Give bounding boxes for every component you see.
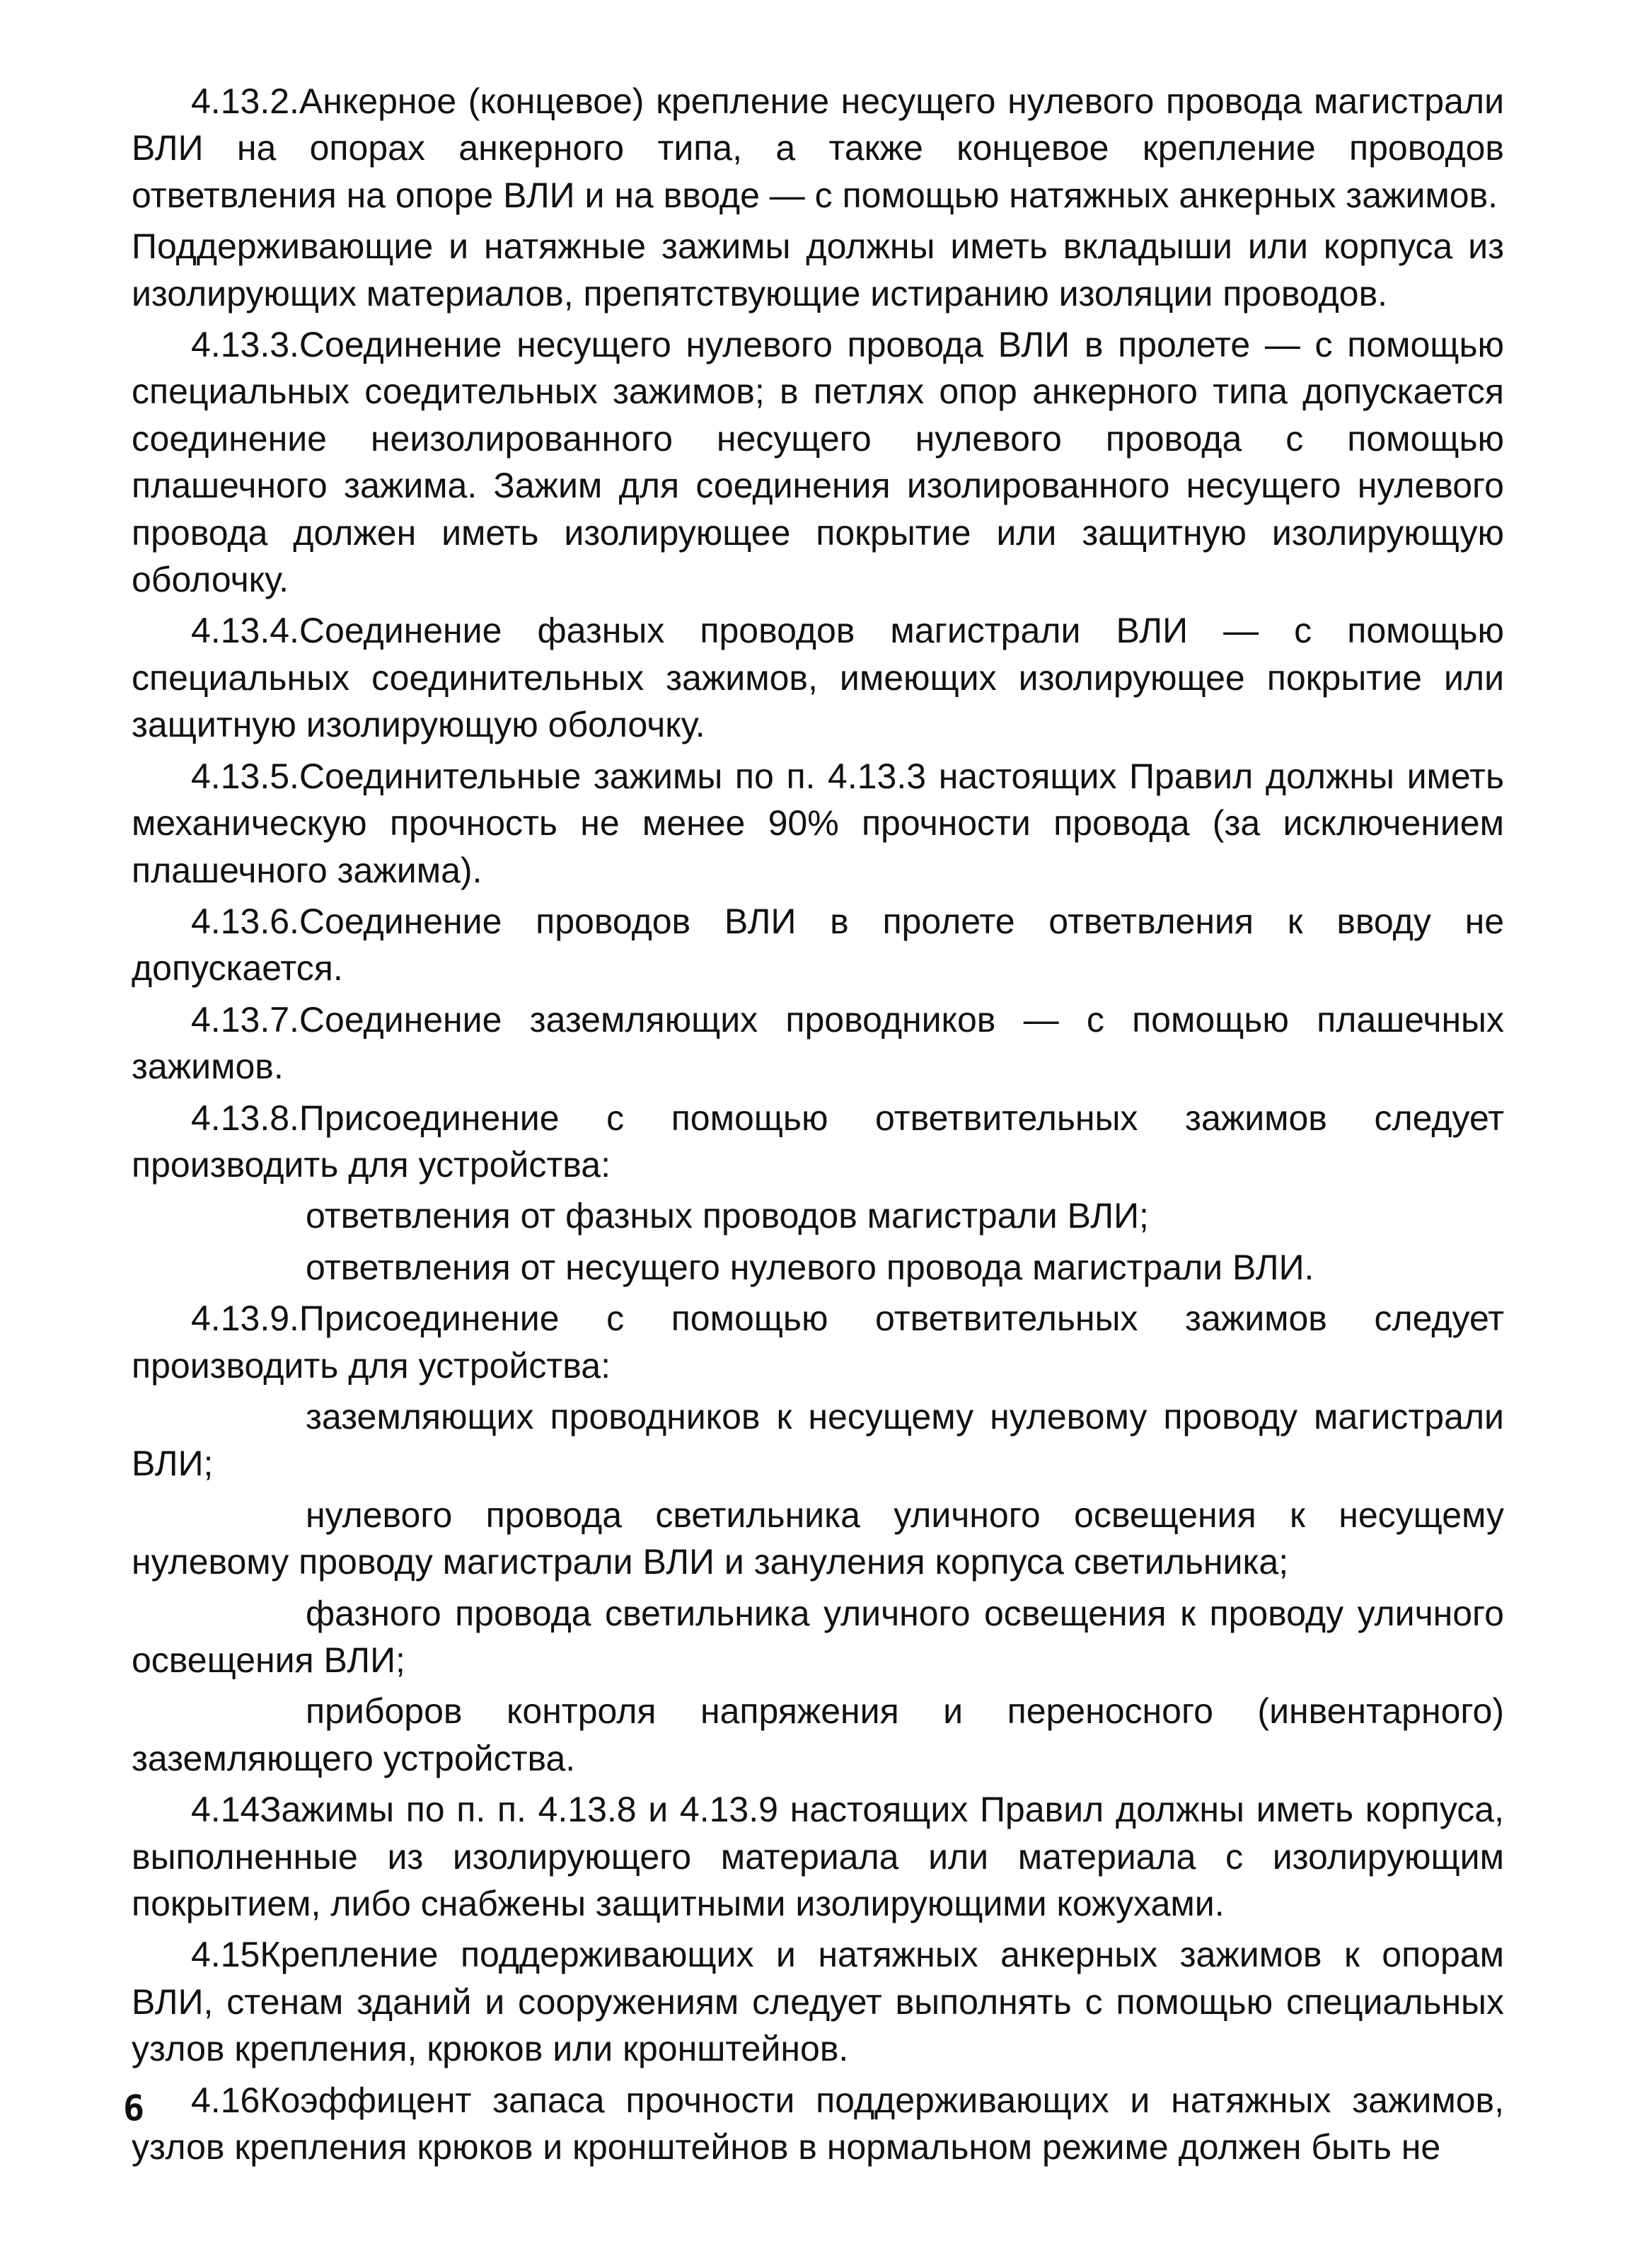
clause-4-13-9-item-2: нулевого провода светильника уличного освещения к несущему нулевому проводу магистрали ВЛИ и зануления корпуса светильника; bbox=[132, 1495, 1504, 1582]
clause-4-13-9-item-1: заземляющих проводников к несущему нулевому проводу магистрали ВЛИ; bbox=[132, 1396, 1504, 1484]
clause-4-14: 4.14Зажимы по п. п. 4.13.8 и 4.13.9 настоящих Правил должны иметь корпуса, выполненные из изолирующего материала или материала с изолирующим покрытием, либо снабжены защитными изолирующими кожухами. bbox=[132, 1790, 1504, 1924]
paragraph-clamps-inserts: Поддерживающие и натяжные зажимы должны иметь вкладыши или корпуса из изолирующих материалов, препятствующие истиранию изоляции проводов. bbox=[132, 226, 1504, 313]
document-body bbox=[132, 78, 1504, 2175]
clause-4-13-8-item-1: ответвления от фазных проводов магистрали ВЛИ; bbox=[306, 1196, 1149, 1236]
clause-4-16: 4.16Коэффицент запаса прочности поддерживающих и натяжных зажимов, узлов крепления крюков и кронштейнов в нормальном режиме должен быть не bbox=[132, 2080, 1504, 2168]
clause-4-15: 4.15Крепление поддерживающих и натяжных анкерных зажимов к опорам ВЛИ, стенам зданий и сооружениям следует выполнять с помощью специальных узлов крепления, крюков или кронштейнов. bbox=[132, 1935, 1504, 2069]
clause-4-13-9-item-4: приборов контроля напряжения и переносного (инвентарного) заземляющего устройства. bbox=[132, 1691, 1504, 1778]
clause-4-13-7: 4.13.7.Соединение заземляющих проводников — с помощью плашечных зажимов. bbox=[132, 999, 1504, 1087]
clause-4-13-8: 4.13.8.Присоединение с помощью ответвительных зажимов следует производить для устройства: bbox=[132, 1098, 1504, 1185]
page-number: 6 bbox=[123, 2088, 145, 2129]
clause-4-13-3: 4.13.3.Соединение несущего нулевого провода ВЛИ в пролете — с помощью специальных соедительных зажимов; в петлях опор анкерного типа допускается соединение неизолированного несущего нулевого провода с помощью плашечного зажима. Зажим для соединения изолированного несущего нулевого провода должен иметь изолирующее покрытие или защитную изолирующую оболочку. bbox=[132, 325, 1504, 600]
clause-4-13-2: 4.13.2.Анкерное (концевое) крепление несущего нулевого провода магистрали ВЛИ на опорах анкерного типа, а также концевое крепление проводов ответвления на опоре ВЛИ и на вводе — с помощью натяжных анкерных зажимов. bbox=[132, 81, 1504, 215]
clause-4-13-4: 4.13.4.Соединение фазных проводов магистрали ВЛИ — с помощью специальных соединительных зажимов, имеющих изолирующее покрытие или защитную изолирующую оболочку. bbox=[132, 611, 1504, 745]
clause-4-13-5: 4.13.5.Соединительные зажимы по п. 4.13.3 настоящих Правил должны иметь механическую прочность не менее 90% прочности провода (за исключением плашечного зажима). bbox=[132, 756, 1504, 890]
clause-4-13-6: 4.13.6.Соединение проводов ВЛИ в пролете ответвления к вводу не допускается. bbox=[132, 901, 1504, 989]
clause-4-13-8-item-2: ответвления от несущего нулевого провода магистрали ВЛИ. bbox=[306, 1247, 1314, 1287]
clause-4-13-9: 4.13.9.Присоединение с помощью ответвительных зажимов следует производить для устройства: bbox=[132, 1299, 1504, 1386]
clause-4-13-9-item-3: фазного провода светильника уличного освещения к проводу уличного освещения ВЛИ; bbox=[132, 1593, 1504, 1680]
